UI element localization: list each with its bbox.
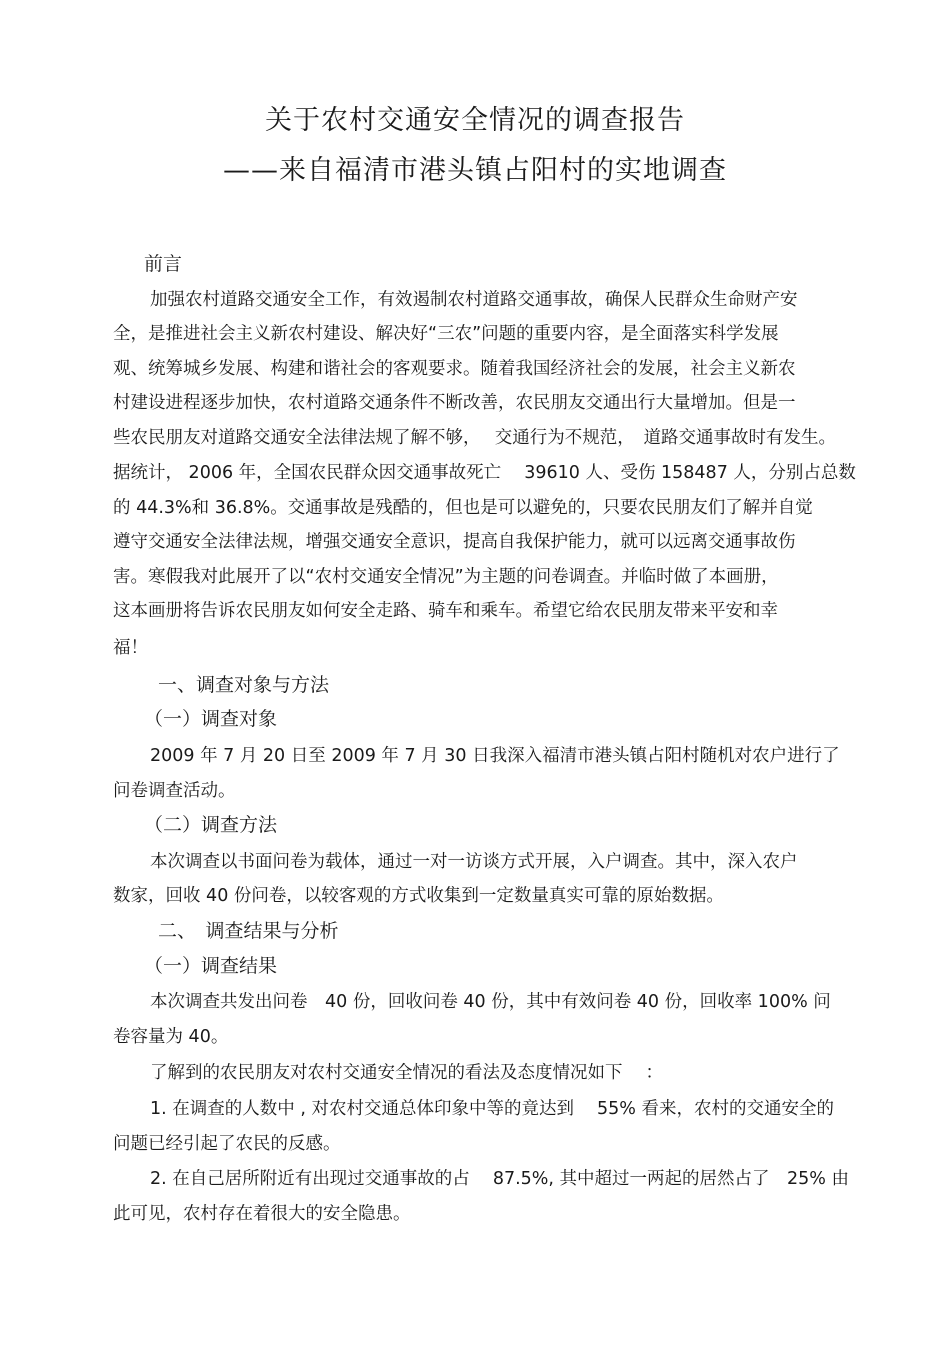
section2-sub1-line: 1. 在调查的人数中 , 对农村交通总体印象中等的竟达到 55% 看来，农村的交通安全的 [150,1099,834,1119]
section1-sub2-heading: （二）调查方法 [144,814,278,836]
preface-line: 这本画册将告诉农民朋友如何安全走路、骑车和乘车。希望它给农民朋友带来平安和幸 [113,601,778,621]
preface-line: 全，是推进社会主义新农村建设、解决好“三农”问题的重要内容，是全面落实科学发展 [113,324,779,344]
preface-line: 的 44.3%和 36.8%。交通事故是残酷的，但也是可以避免的，只要农民朋友们了解并自觉 [113,498,813,518]
section1-sub1-line: 2009 年 7 月 20 日至 2009 年 7 月 30 日我深入福清市港头镇占阳村随机对农户进行了 [150,746,840,766]
section2-sub1-heading: （一）调查结果 [144,955,278,977]
preface-line: 加强农村道路交通安全工作，有效遏制农村道路交通事故，确保人民群众生命财产安 [150,290,798,310]
section1-heading: 一、调查对象与方法 [158,674,330,696]
section2-sub1-line: 了解到的农民朋友对农村交通安全情况的看法及态度情况如下 ： [150,1063,664,1083]
section1-sub2-line: 本次调查以书面问卷为载体，通过一对一访谈方式开展，入户调查。其中，深入农户 [150,852,798,872]
report-subtitle: ——来自福清市港头镇占阳村的实地调查 [223,155,727,186]
preface-heading: 前言 [144,253,183,275]
section2-heading: 二、 调查结果与分析 [158,920,339,942]
preface-line: 据统计， 2006 年，全国农民群众因交通事故死亡 39610 人、受伤 158487 人，分别占总数 [113,463,856,483]
preface-line: 福！ [113,638,148,658]
section1-sub1-line: 问卷调查活动。 [113,781,236,801]
preface-line: 观、统筹城乡发展、构建和谐社会的客观要求。随着我国经济社会的发展，社会主义新农 [113,359,796,379]
preface-line: 村建设进程逐步加快，农村道路交通条件不断改善，农民朋友交通出行大量增加。但是一 [113,393,796,413]
section1-sub1-heading: （一）调查对象 [144,708,278,730]
report-title: 关于农村交通安全情况的调查报告 [265,105,685,136]
preface-line: 害。寒假我对此展开了以“农村交通安全情况”为主题的问卷调查。并临时做了本画册， [113,567,779,587]
preface-line: 些农民朋友对道路交通安全法律法规了解不够， 交通行为不规范， 道路交通事故时有发生。 [113,428,837,448]
section2-sub1-line: 卷容量为 40。 [113,1027,229,1047]
section2-sub1-line: 2. 在自己居所附近有出现过交通事故的占 87.5%, 其中超过一两起的居然占了 25% 由 [150,1169,849,1189]
preface-line: 遵守交通安全法律法规，增强交通安全意识，提高自我保护能力，就可以远离交通事故伤 [113,532,796,552]
section1-sub2-line: 数家，回收 40 份问卷，以较客观的方式收集到一定数量真实可靠的原始数据。 [113,886,724,906]
section2-sub1-line: 本次调查共发出问卷 40 份，回收问卷 40 份，其中有效问卷 40 份，回收率 100% 问 [150,992,831,1012]
section2-sub1-line: 问题已经引起了农民的反感。 [113,1134,341,1154]
section2-sub1-line: 此可见，农村存在着很大的安全隐患。 [113,1204,411,1224]
